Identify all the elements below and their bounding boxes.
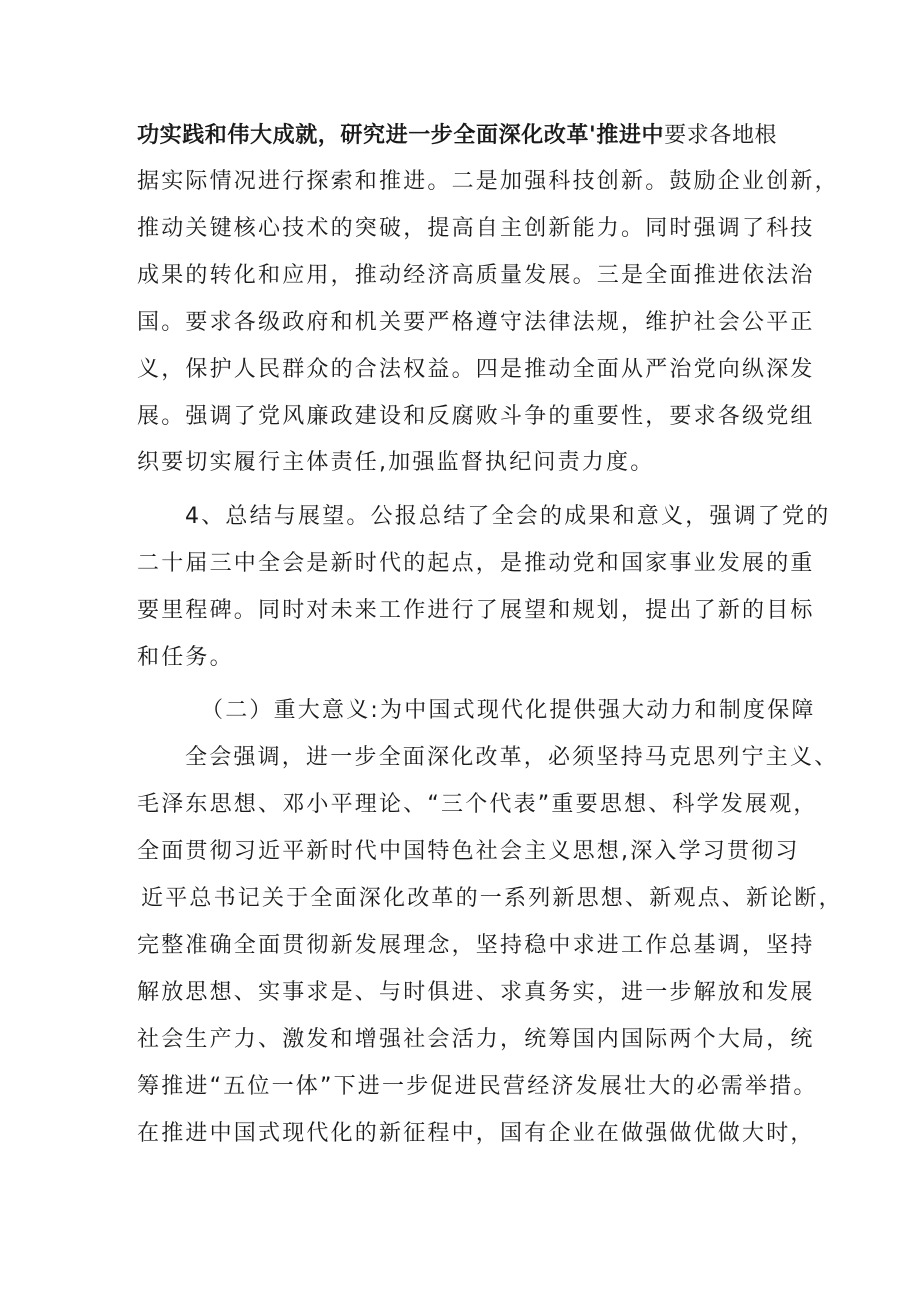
text-line-2: 据实际情况进行探索和推进。二是加强科技创新。鼓励企业创新， — [137, 169, 839, 194]
text-line-12: 和任务。 — [137, 645, 234, 670]
text-line-17: 近平总书记关于全面深化改革的一系列新思想、新观点、新论断， — [141, 886, 843, 911]
text-line-8: 织要切实履行主体责任,加强监督执纪问责力度。 — [137, 450, 655, 475]
text-line-15: 毛泽东思想、邓小平理论、“三个代表”重要思想、科学发展观， — [137, 792, 818, 817]
text-line-21: 筹推进“五位一体”下进一步促进民营经济发展壮大的必需举措。 — [137, 1074, 818, 1099]
text-line-18: 完整准确全面贯彻新发展理念，坚持稳中求进工作总基调，坚持 — [137, 933, 815, 958]
text-line-11: 要里程碑。同时对未来工作进行了展望和规划，提出了新的目标 — [137, 598, 815, 623]
text-line-3: 推动关键核心技术的突破，提高自主创新能力。同时强调了科技 — [137, 216, 815, 241]
text-line-5: 国。要求各级政府和机关要严格遵守法律法规，维护社会公平正 — [137, 310, 815, 335]
text-line-22: 在推进中国式现代化的新征程中，国有企业在做强做优做大时， — [137, 1121, 815, 1146]
text-line-19: 解放思想、实事求是、与时俱进、求真务实，进一步解放和发展 — [137, 980, 815, 1005]
text-line-4: 成果的转化和应用，推动经济高质量发展。三是全面推进依法治 — [137, 263, 815, 288]
text-line-1 — [137, 116, 797, 156]
bold-lead-text: 功实践和伟大成就，研究进一步全面深化改革'推进中 — [137, 123, 665, 148]
text-line-16: 全面贯彻习近平新时代中国特色社会主义思想,深入学习贯彻习 — [137, 839, 800, 864]
text-line-20: 社会生产力、激发和增强社会活力，统筹国内国际两个大局，统 — [137, 1027, 815, 1052]
text-line-10: 二十届三中全会是新时代的起点，是推动党和国家事业发展的重 — [137, 551, 815, 576]
text-line-1-rest: 要求各地根 — [664, 123, 778, 148]
text-line-6: 义，保护人民群众的合法权益。四是推动全面从严治党向纵深发 — [137, 357, 815, 382]
text-line-14: 全会强调，进一步全面深化改革，必须坚持马克思列宁主义、 — [185, 745, 839, 770]
text-line-9: 4、总结与展望。公报总结了全会的成果和意义，强调了党的 — [185, 504, 831, 529]
text-line-7: 展。强调了党风廉政建设和反腐败斗争的重要性，要求各级党组 — [137, 404, 815, 429]
section-heading: （二）重大意义:为中国式现代化提供强大动力和制度保障 — [201, 698, 816, 723]
